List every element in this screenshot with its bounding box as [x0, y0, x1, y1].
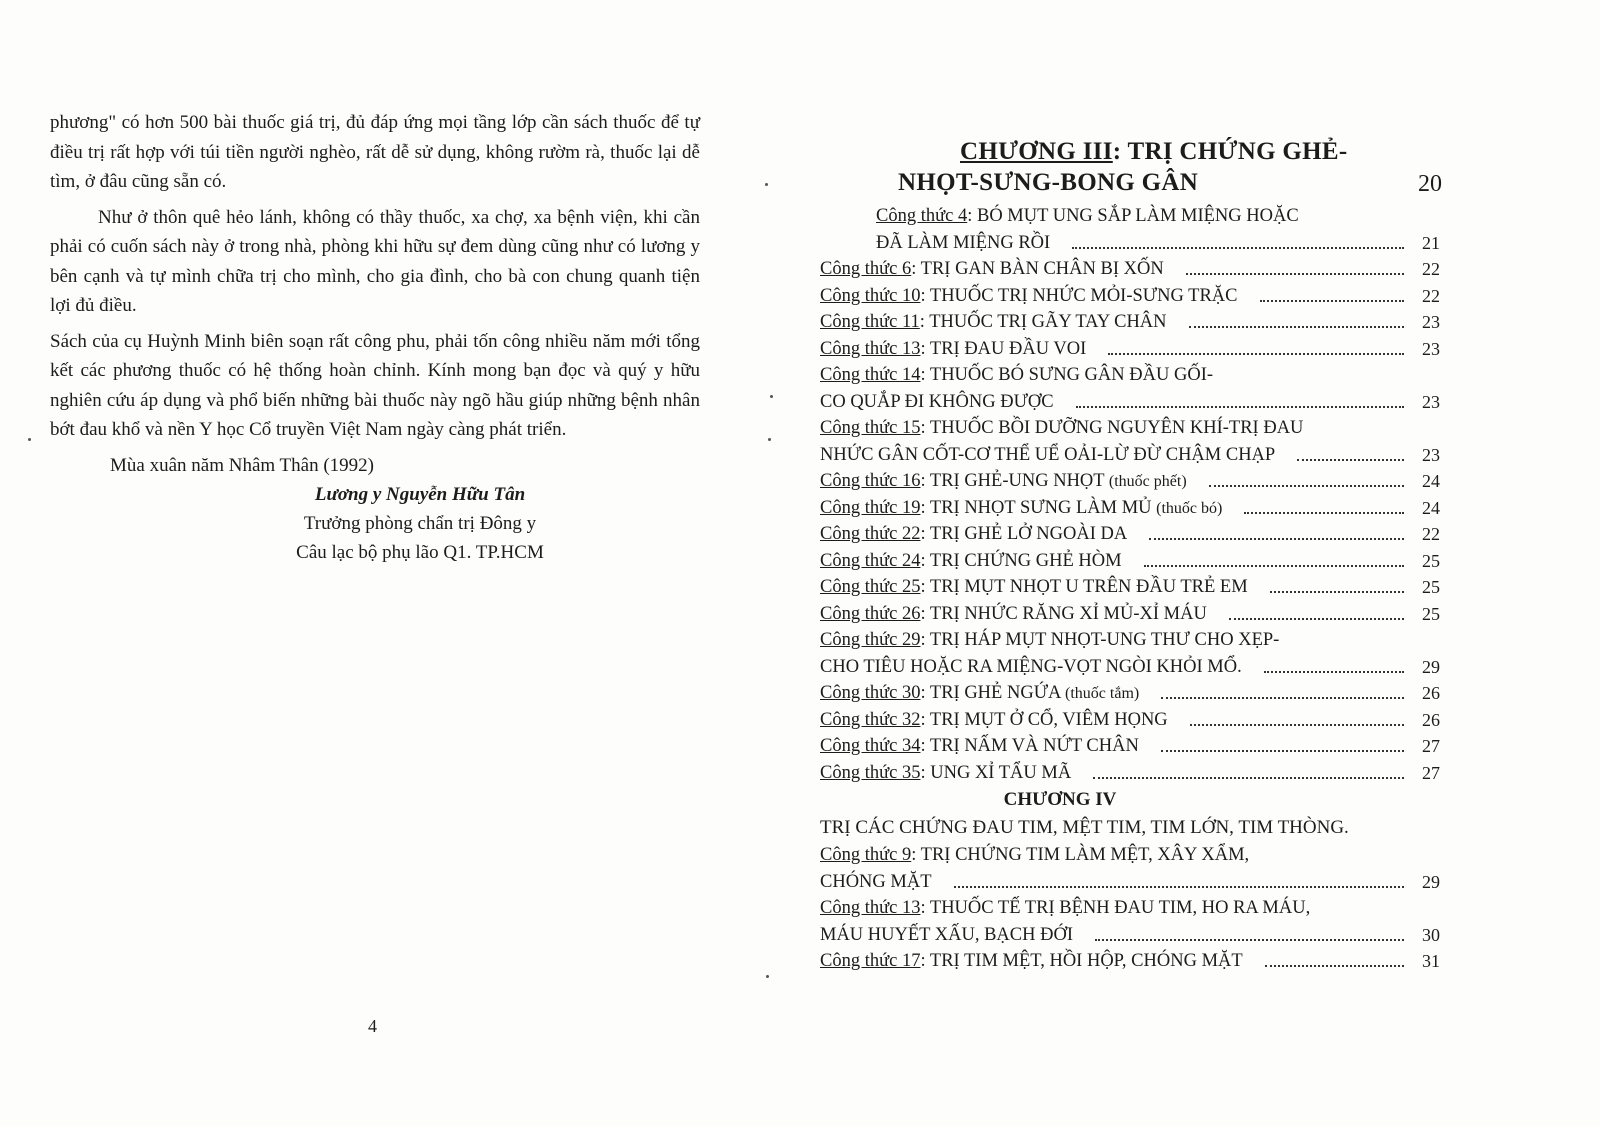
toc-entry	[820, 468, 1480, 495]
signature-title: Trưởng phòng chẩn trị Đông y	[303, 513, 537, 534]
toc-title: : TRỊ GHẺ NGỨA	[920, 683, 1066, 703]
toc-line-text	[820, 415, 1303, 442]
toc-line	[820, 415, 1480, 442]
toc-line	[820, 362, 1480, 389]
formula-label: Công thức 13	[820, 898, 921, 918]
toc-line-text	[820, 256, 1164, 283]
chapter-4-title: CHƯƠNG IV	[1003, 789, 1117, 810]
toc-page-number: 27	[1422, 762, 1440, 783]
toc-page-number: 24	[1422, 497, 1440, 518]
toc-line-text	[820, 442, 1275, 469]
formula-label: Công thức 25	[820, 577, 921, 597]
toc-line-text	[820, 495, 1222, 523]
toc-line	[820, 760, 1480, 787]
toc-title: : TRỊ ĐAU ĐẦU VOI	[920, 338, 1087, 359]
toc-page-number: 31	[1422, 951, 1440, 971]
toc-line	[820, 336, 1480, 363]
dot-leader	[1144, 565, 1404, 567]
toc-page-number: 21	[1422, 232, 1440, 253]
toc-entry	[820, 895, 1480, 948]
formula-label: Công thức 14	[820, 365, 921, 385]
toc-entry	[820, 733, 1480, 760]
chapter-3-title-line2: NHỌT-SƯNG-BONG GÂN	[898, 169, 1199, 196]
dot-leader	[1244, 512, 1404, 514]
toc-note: (thuốc bó)	[1156, 499, 1223, 517]
toc-line	[820, 283, 1480, 310]
toc-note: (thuốc tắm)	[1065, 685, 1140, 702]
toc-note: (thuốc phết)	[1108, 473, 1187, 490]
dot-leader	[1189, 326, 1404, 328]
toc-entry	[820, 309, 1480, 336]
toc-title: CHO TIÊU HOẶC RA MIỆNG-VỌT NGÒI KHỎI MỔ.	[820, 656, 1242, 677]
toc-line	[820, 230, 1480, 257]
toc-page-number: 30	[1422, 924, 1440, 945]
toc-line	[820, 574, 1480, 601]
toc-line-text	[820, 627, 1279, 654]
toc-chapter-4	[820, 842, 1480, 975]
paragraph-1: phương" có hơn 500 bài thuốc giá trị, đủ đáp ứng mọi tầng lớp cần sách thuốc để tự điều trị rất hợp với túi tiền người nghèo, rất dễ sử dụng, không rườm rà, thuốc lại dễ tìm, ở đâu cũng sẵn có.	[50, 112, 700, 192]
toc-line-text	[820, 548, 1122, 575]
formula-label: Công thức 29	[820, 630, 921, 650]
toc-entry	[820, 627, 1480, 680]
toc-title: : TRỊ NHỌT SƯNG LÀM MỦ	[920, 497, 1157, 518]
toc-entry	[820, 948, 1480, 975]
toc-line-text	[820, 283, 1238, 310]
toc-title: : TRỊ HÁP MỤT NHỌT-UNG THƯ CHO XẸP-	[920, 630, 1280, 650]
chapter-3-page: 20	[1418, 171, 1442, 197]
toc-page-number: 29	[1422, 871, 1440, 892]
paragraph-2: Như ở thôn quê hẻo lánh, không có thầy thuốc, xa chợ, xa bệnh viện, khi cần phải có cuốn sách này ở trong nhà, phòng khi hữu sự đem dùng cũng như có lương y bên cạnh và tự mình chữa trị cho mình, cho gia đình, cho bà con chung quanh tiện lợi đủ điều.	[50, 206, 700, 316]
toc-line-text	[820, 680, 1139, 708]
formula-label: Công thức 13	[820, 338, 921, 359]
toc-title: : TRỊ GAN BÀN CHÂN BỊ XỐN	[911, 259, 1164, 279]
toc-entry	[820, 601, 1480, 628]
formula-label: Công thức 34	[820, 736, 921, 756]
toc-line	[820, 627, 1480, 654]
toc-line	[820, 495, 1480, 522]
left-page	[50, 108, 700, 567]
toc-line	[820, 548, 1480, 575]
page-number-left: 4	[368, 1016, 377, 1036]
toc-title: : THUỐC TRỊ GÃY TAY CHÂN	[919, 312, 1167, 332]
toc-entry	[820, 548, 1480, 575]
dot-leader	[1108, 353, 1404, 355]
signature-block	[140, 480, 700, 567]
toc-entry	[820, 760, 1480, 787]
toc-line-text	[820, 362, 1213, 389]
toc-title: : TRỊ GHẺ-UNG NHỌT	[920, 471, 1109, 491]
toc-title: : BÓ MỤT UNG SẮP LÀM MIỆNG HOẶC	[967, 206, 1299, 226]
toc-title: : TRỊ TIM MỆT, HỒI HỘP, CHÓNG MẶT	[920, 951, 1243, 971]
toc-entry	[820, 415, 1480, 468]
formula-label: Công thức 11	[820, 312, 920, 332]
toc-title: : TRỊ NHỨC RĂNG XỈ MỦ-XỈ MÁU	[920, 603, 1207, 624]
right-page	[820, 135, 1480, 975]
toc-line-text	[820, 654, 1242, 681]
formula-label: Công thức 15	[820, 418, 921, 438]
formula-label: Công thức 26	[820, 603, 921, 624]
toc-line-text	[820, 842, 1249, 869]
toc-line-text	[820, 521, 1127, 548]
toc-line-text	[820, 468, 1187, 496]
toc-title: : TRỊ GHẺ LỞ NGOÀI DA	[920, 524, 1128, 544]
toc-page-number: 22	[1422, 259, 1440, 279]
formula-label: Công thức 9	[820, 845, 912, 865]
dot-leader	[1072, 247, 1404, 249]
toc-line	[820, 601, 1480, 628]
dot-leader	[1229, 618, 1404, 620]
dot-leader	[1149, 538, 1404, 540]
formula-label: Công thức 22	[820, 524, 921, 544]
formula-label: Công thức 16	[820, 471, 921, 491]
toc-title: : TRỊ NẤM VÀ NỨT CHÂN	[920, 736, 1139, 756]
toc-line-text	[820, 869, 932, 896]
toc-title: CO QUẮP ĐI KHÔNG ĐƯỢC	[820, 391, 1054, 412]
toc-line	[820, 869, 1480, 896]
signature-org: Câu lạc bộ phụ lão Q1. TP.HCM	[296, 542, 544, 563]
toc-page-number: 26	[1422, 709, 1440, 730]
toc-page-number: 23	[1422, 312, 1440, 332]
toc-title: ĐÃ LÀM MIỆNG RỒI	[876, 232, 1051, 253]
toc-title: NHỨC GÂN CỐT-CƠ THỂ UỂ OẢI-LỪ ĐỪ CHẬM CHẠP	[820, 444, 1276, 465]
dot-leader	[1264, 671, 1404, 673]
formula-label: Công thức 30	[820, 683, 921, 703]
toc-line	[820, 654, 1480, 681]
toc-line	[820, 948, 1480, 975]
toc-entry	[820, 707, 1480, 734]
toc-page-number: 23	[1422, 391, 1440, 412]
toc-line	[820, 309, 1480, 336]
toc-line-text	[820, 922, 1073, 949]
toc-entry	[820, 203, 1480, 256]
toc-line-text	[820, 760, 1071, 787]
toc-line-text	[820, 895, 1310, 922]
dot-leader	[1095, 939, 1404, 941]
toc-line	[820, 521, 1480, 548]
chapter-3-title	[960, 135, 1480, 169]
scan-speck	[768, 438, 771, 441]
toc-page-number: 25	[1422, 577, 1440, 597]
toc-line	[820, 680, 1480, 707]
toc-page-number: 25	[1422, 550, 1440, 571]
scan-speck	[766, 975, 769, 978]
toc-title: : TRỊ MỤT Ở CỔ, VIÊM HỌNG	[920, 709, 1168, 730]
toc-entry	[820, 256, 1480, 283]
toc-title: : TRỊ MỤT NHỌT U TRÊN ĐẦU TRẺ EM	[920, 577, 1248, 597]
toc-title: : THUỐC BÓ SƯNG GÂN ĐẦU GỐI-	[920, 365, 1214, 385]
paragraph-3: Sách của cụ Huỳnh Minh biên soạn rất công phu, phải tốn công nhiều năm mới tổng kết các phương thuốc có hệ thống hoàn chỉnh. Kính mong bạn đọc và quý y hữu nghiên cứu áp dụng và phổ biến những bài thuốc này ngõ hầu giúp những bệnh nhân bớt đau khổ và nền Y học Cổ truyền Việt Nam ngày càng phát triển.	[50, 330, 700, 440]
formula-label: Công thức 4	[876, 206, 968, 226]
toc-entry	[820, 842, 1480, 895]
chapter-4-subtitle: TRỊ CÁC CHỨNG ĐAU TIM, MỆT TIM, TIM LỚN, TIM THÒNG.	[820, 817, 1349, 838]
formula-label: Công thức 6	[820, 259, 912, 279]
toc-line	[820, 442, 1480, 469]
toc-title: : THUỐC BỒI DƯỠNG NGUYÊN KHÍ-TRỊ ĐAU	[920, 418, 1304, 438]
scan-speck	[28, 438, 31, 441]
toc-line	[820, 895, 1480, 922]
toc-line-text	[820, 733, 1139, 760]
dot-leader	[1260, 300, 1404, 302]
toc-line	[820, 203, 1480, 230]
toc-line-text	[820, 574, 1248, 601]
toc-page-number: 27	[1422, 736, 1440, 756]
toc-line-text	[820, 336, 1086, 363]
toc-title: : TRỊ CHỨNG GHẺ HÒM	[920, 550, 1122, 571]
toc-line-text	[876, 203, 1299, 230]
dot-leader	[1093, 777, 1404, 779]
toc-line-text	[820, 707, 1168, 734]
toc-line-text	[820, 389, 1054, 416]
toc-line-text	[820, 948, 1243, 975]
toc-entry	[820, 574, 1480, 601]
date-line: Mùa xuân năm Nhâm Thân (1992)	[110, 454, 375, 476]
formula-label: Công thức 32	[820, 709, 921, 730]
toc-page-number: 25	[1422, 603, 1440, 624]
toc-line-text	[820, 309, 1167, 336]
formula-label: Công thức 17	[820, 951, 921, 971]
toc-title: : UNG XỈ TẨU MÃ	[920, 762, 1072, 783]
dot-leader	[954, 886, 1404, 888]
toc-line	[820, 842, 1480, 869]
toc-page-number: 23	[1422, 338, 1440, 359]
toc-entry	[820, 362, 1480, 415]
toc-entry	[820, 521, 1480, 548]
dot-leader	[1161, 697, 1404, 699]
toc-line	[820, 256, 1480, 283]
toc-title: MÁU HUYẾT XẤU, BẠCH ĐỚI	[820, 924, 1074, 945]
signature-name: Lương y Nguyễn Hữu Tân	[314, 484, 526, 505]
toc-entry	[820, 495, 1480, 522]
toc-title: : THUỐC TRỊ NHỨC MỎI-SƯNG TRẶC	[920, 285, 1238, 306]
toc-line	[820, 468, 1480, 495]
toc-line	[820, 707, 1480, 734]
toc-entry	[820, 283, 1480, 310]
dot-leader	[1270, 591, 1404, 593]
toc-line-text	[820, 601, 1207, 628]
dot-leader	[1076, 406, 1404, 408]
toc-page-number: 29	[1422, 656, 1440, 677]
toc-page-number: 22	[1422, 285, 1440, 306]
dot-leader	[1209, 485, 1404, 487]
chapter-3-label: CHƯƠNG III	[960, 138, 1113, 165]
toc-line-text	[876, 230, 1050, 257]
formula-label: Công thức 19	[820, 497, 921, 518]
scan-speck	[765, 183, 768, 186]
toc-chapter-3	[820, 203, 1480, 786]
toc-line	[820, 922, 1480, 949]
formula-label: Công thức 35	[820, 762, 921, 783]
toc-line	[820, 733, 1480, 760]
dot-leader	[1265, 965, 1404, 967]
chapter-3-title-rest: : TRỊ CHỨNG GHẺ-	[1112, 138, 1348, 165]
dot-leader	[1190, 724, 1404, 726]
toc-entry	[820, 336, 1480, 363]
toc-title: : THUỐC TẾ TRỊ BỆNH ĐAU TIM, HO RA MÁU,	[920, 898, 1311, 918]
toc-line	[820, 389, 1480, 416]
toc-title: CHÓNG MẶT	[820, 871, 932, 892]
toc-page-number: 22	[1422, 524, 1440, 544]
dot-leader	[1186, 273, 1404, 275]
toc-entry	[820, 680, 1480, 707]
dot-leader	[1161, 750, 1404, 752]
toc-page-number: 26	[1422, 683, 1440, 703]
dot-leader	[1297, 459, 1404, 461]
chapter-3-title-row2	[820, 169, 1480, 203]
formula-label: Công thức 24	[820, 550, 921, 571]
formula-label: Công thức 10	[820, 285, 921, 306]
scan-speck	[770, 395, 773, 398]
toc-page-number: 23	[1422, 444, 1440, 465]
toc-page-number: 24	[1422, 471, 1440, 491]
toc-title: : TRỊ CHỨNG TIM LÀM MỆT, XÂY XẨM,	[911, 845, 1250, 865]
